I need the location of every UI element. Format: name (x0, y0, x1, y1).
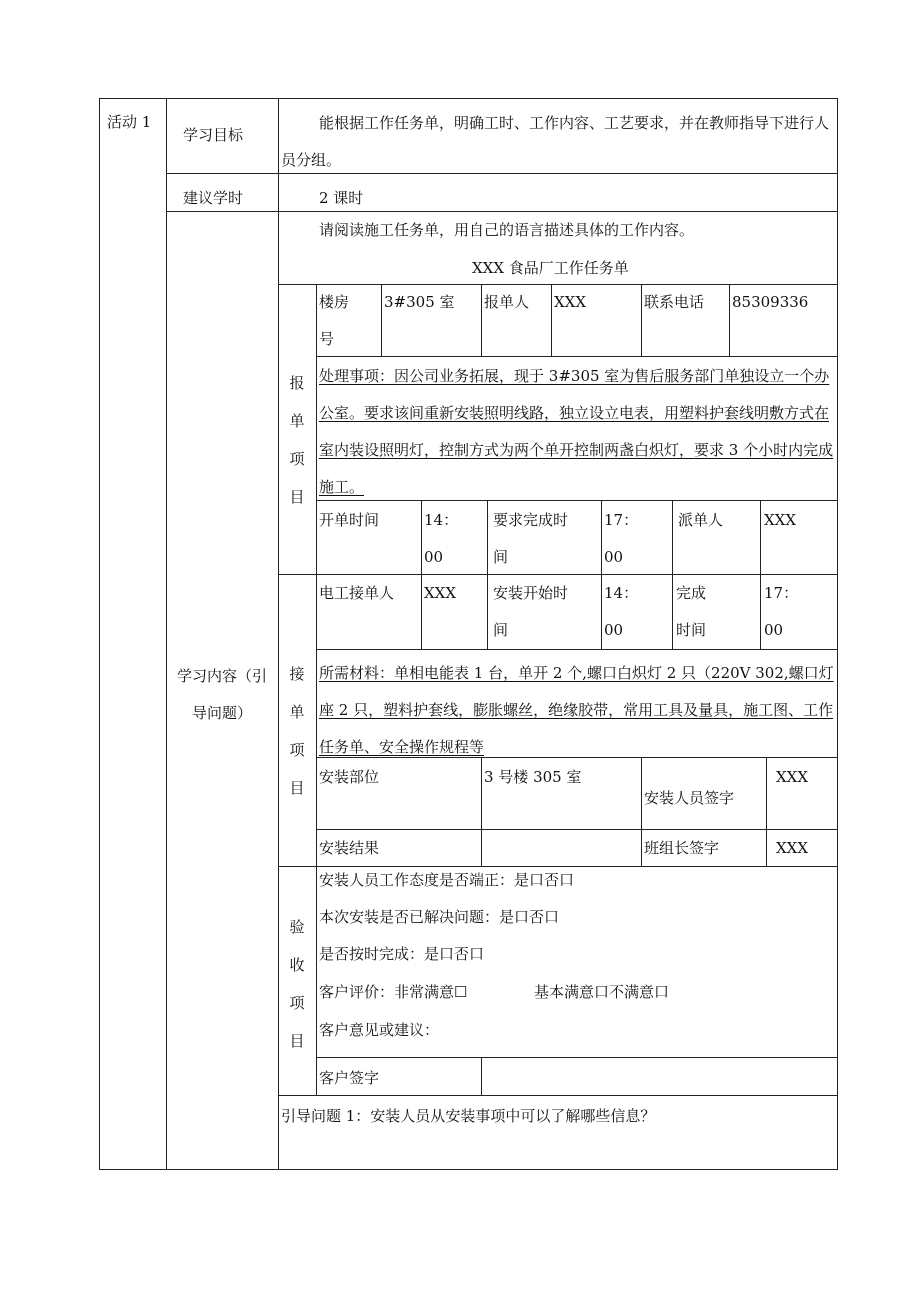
rule (760, 574, 761, 649)
rule (166, 98, 167, 1170)
open-time-label: 开单时间 (319, 511, 380, 529)
rule (381, 284, 382, 356)
rule (641, 757, 642, 866)
rule (837, 98, 838, 1170)
materials-label: 所需材料： (319, 664, 395, 682)
reporter-label: 报单人 (484, 293, 530, 311)
location-label: 安装部位 (319, 768, 380, 786)
accept-section-label: 接 单 项 目 (289, 665, 305, 797)
deadline-value: 17：00 (604, 511, 639, 566)
installer-sign-label: 安装人员签字 (644, 789, 735, 807)
rule (487, 500, 488, 574)
rule (99, 1169, 838, 1170)
rule (316, 649, 838, 650)
installer-sign-value: XXX (776, 768, 809, 786)
check-feedback: 客户意见或建议： (319, 1021, 440, 1039)
rule (99, 98, 838, 99)
location-value: 3 号楼 305 室 (484, 768, 582, 786)
goal-text: 能根据工作任务单，明确工时、工作内容、工艺要求，并在教师指导下进行人员分组。 (281, 114, 830, 169)
content-intro: 请阅读施工任务单，用自己的语言描述具体的工作内容。 (319, 221, 695, 239)
phone-label: 联系电话 (644, 293, 705, 311)
check-section-label: 验 收 项 目 (289, 918, 305, 1050)
rule (316, 829, 838, 830)
goal-label: 学习目标 (183, 126, 244, 144)
leader-sign-value: XXX (776, 839, 809, 857)
check-rating-a: 客户评价：非常满意☐ (319, 983, 468, 1001)
rule (278, 98, 279, 1170)
rule (601, 574, 602, 649)
reporter-value: XXX (554, 293, 587, 311)
rule (766, 757, 767, 866)
rule (421, 500, 422, 574)
rule (316, 1057, 838, 1058)
rule (487, 574, 488, 649)
rule (601, 500, 602, 574)
deadline-label: 要求完成时间 (493, 511, 569, 566)
rule (99, 98, 100, 1170)
check-rating-b: 基本满意口不满意口 (534, 983, 670, 1001)
room-label: 楼房号 (319, 293, 350, 348)
rule (481, 1057, 482, 1095)
electrician-label: 电工接单人 (319, 584, 395, 602)
check-solved: 本次安装是否已解决问题：是口否口 (319, 908, 560, 926)
materials-text (319, 655, 835, 766)
phone-value: 85309336 (732, 293, 809, 311)
electrician-value: XXX (424, 584, 457, 602)
rule (481, 757, 482, 866)
rule (672, 500, 673, 574)
dispatcher-value: XXX (764, 511, 797, 529)
guide-question: 引导问题 1：安装人员从安装事项中可以了解哪些信息？ (281, 1107, 656, 1125)
rule (481, 284, 482, 356)
matter-body: 因公司业务拓展，现于 3#305 室为售后服务部门单独设立一个办公室。要求该间重新安装照明线路，独立设立电表，用塑料护套线明敷方式在室内装设照明灯，控制方式为两个单开控制两盏白炽灯，要求 3 个小时内完成施工。 (319, 367, 834, 496)
start-label: 安装开始时间 (493, 584, 569, 639)
hours-value: 2 课时 (319, 189, 364, 207)
dispatcher-label: 派单人 (678, 511, 724, 529)
rule (316, 356, 838, 357)
hours-label: 建议学时 (183, 189, 244, 207)
rule (551, 284, 552, 356)
rule (672, 574, 673, 649)
activity-label: 活动 1 (107, 113, 152, 131)
rule (316, 284, 317, 1095)
result-label: 安装结果 (319, 839, 380, 857)
finish-value: 17：00 (764, 584, 799, 639)
content-label: 学习内容（引导问题） (176, 667, 267, 722)
start-value: 14：00 (604, 584, 639, 639)
form-title: XXX 食品厂工作任务单 (472, 259, 629, 277)
finish-label: 完成时间 (676, 584, 707, 639)
open-time-value: 14：00 (424, 511, 459, 566)
matter-text (319, 358, 835, 506)
rule (641, 284, 642, 356)
report-section-label: 报 单 项 目 (289, 374, 305, 506)
materials-body: 单相电能表 1 台，单开 2 个,螺口白炽灯 2 只（220V 302,螺口灯座 2 只，塑料护套线，膨胀螺丝，绝缘胶带，常用工具及量具，施工图、工作任务单、安全操作规程等 (319, 664, 834, 756)
rule (421, 574, 422, 649)
leader-sign-label: 班组长签字 (644, 839, 720, 857)
customer-sign-label: 客户签字 (319, 1069, 380, 1087)
room-value: 3#305 室 (384, 293, 455, 311)
check-on-time: 是否按时完成：是口否口 (319, 945, 485, 963)
rule (729, 284, 730, 356)
check-attitude: 安装人员工作态度是否端正：是口否口 (319, 871, 575, 889)
matter-label: 处理事项： (319, 367, 395, 385)
rule (760, 500, 761, 574)
